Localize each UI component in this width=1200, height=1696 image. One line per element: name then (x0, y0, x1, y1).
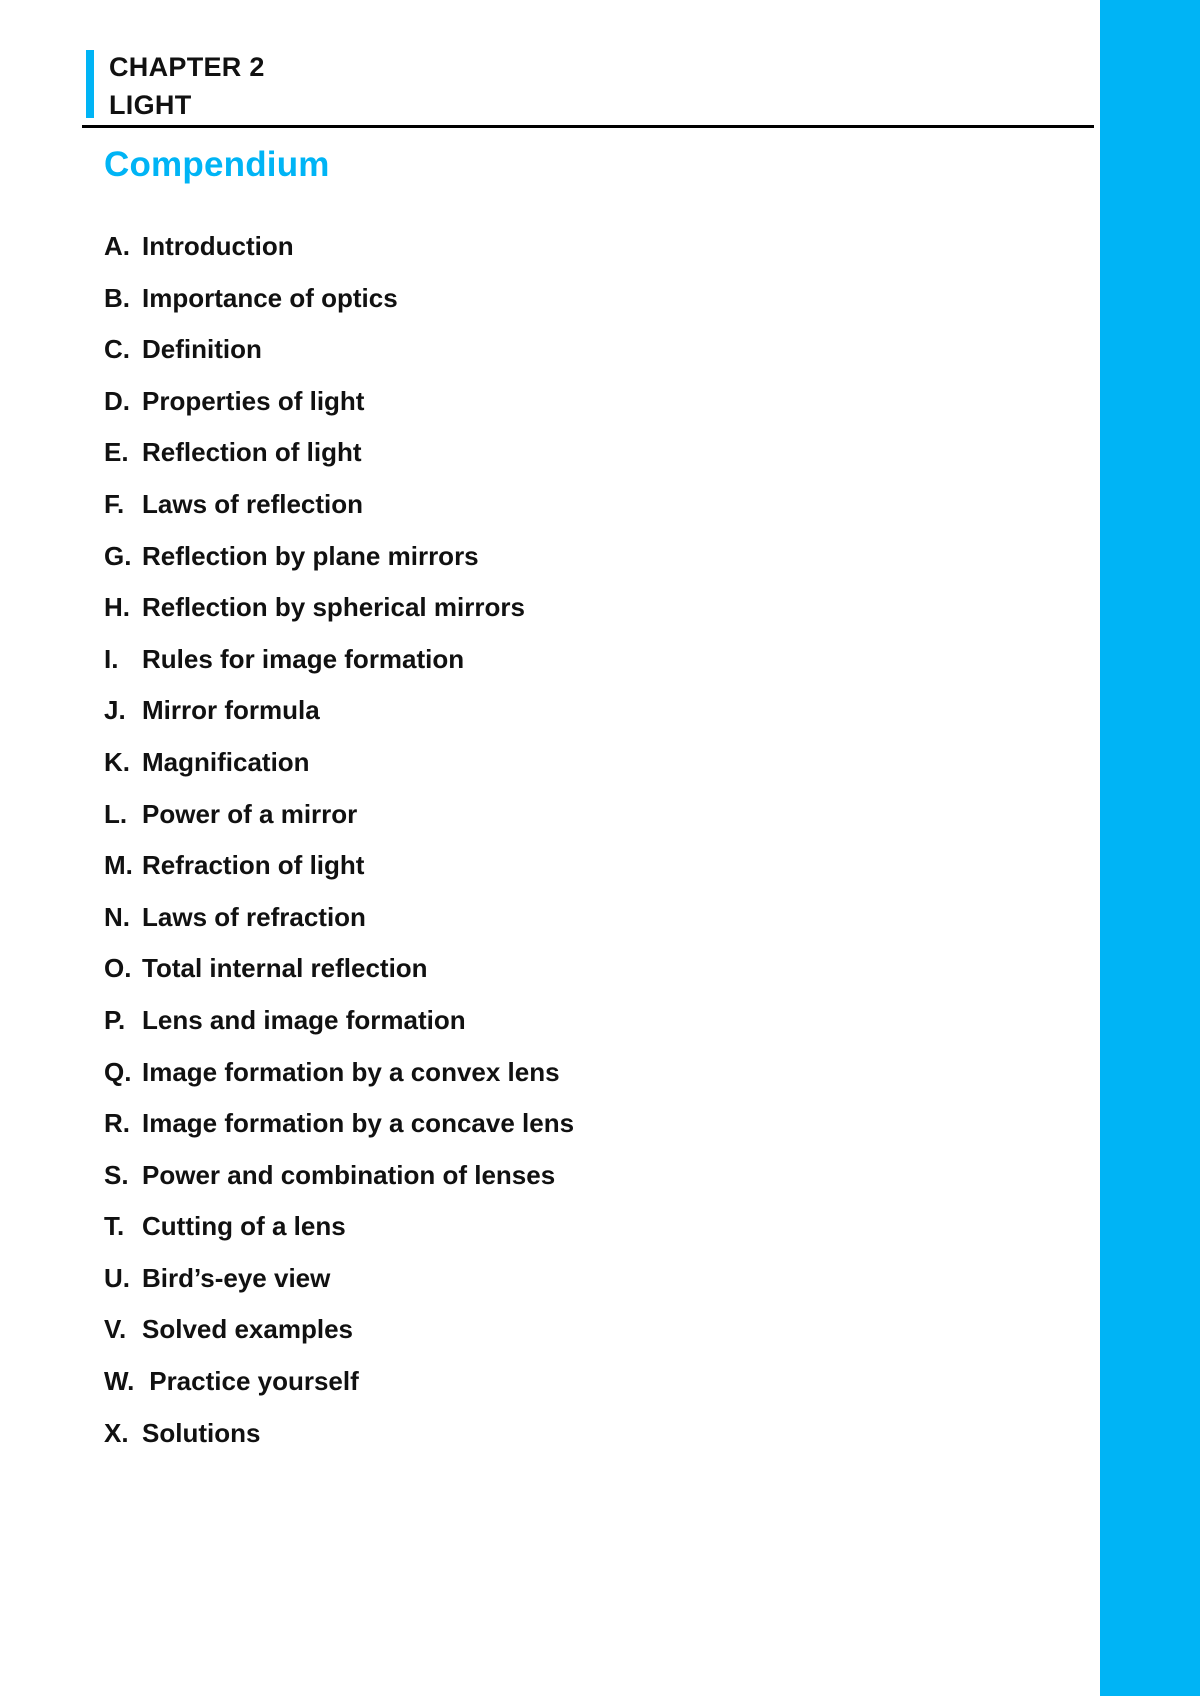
toc-letter: P. (104, 1004, 126, 1035)
chapter-number: CHAPTER 2 (109, 52, 265, 82)
toc-text: Image formation by a concave lens (142, 1108, 575, 1139)
toc-text: Solved examples (142, 1314, 353, 1345)
toc-letter: S. (104, 1159, 129, 1190)
toc-item (104, 1258, 574, 1310)
toc-text: Total internal reflection (142, 953, 428, 984)
toc-letter: B. (104, 282, 130, 313)
section-title: Compendium (104, 145, 330, 184)
toc-letter: M. (104, 850, 133, 881)
toc-item (104, 1155, 574, 1207)
toc-letter: O. (104, 953, 132, 984)
toc-text: Magnification (142, 746, 310, 777)
toc-text: Laws of refraction (142, 901, 366, 932)
toc-text: Reflection by spherical mirrors (142, 592, 525, 623)
toc-text: Power of a mirror (142, 798, 358, 829)
toc-letter: K. (104, 746, 130, 777)
toc-item (104, 1206, 574, 1258)
toc-letter: X. (104, 1417, 129, 1448)
toc-item (104, 897, 574, 949)
toc-item (104, 432, 574, 484)
toc-item (104, 1413, 574, 1465)
toc-text: Importance of optics (142, 282, 398, 313)
chapter-accent-bar (86, 50, 94, 118)
toc-letter: R. (104, 1108, 130, 1139)
toc-text: Rules for image formation (142, 643, 465, 674)
toc-letter: A. (104, 231, 130, 261)
toc-text: Mirror formula (142, 695, 320, 726)
toc-letter: N. (104, 901, 130, 932)
toc-letter: J. (104, 695, 126, 726)
toc-letter: C. (104, 334, 130, 365)
table-of-contents (104, 226, 574, 1464)
right-color-band (1100, 0, 1200, 1696)
toc-item (104, 794, 574, 846)
toc-item (104, 1309, 574, 1361)
toc-text: Laws of reflection (142, 488, 364, 519)
toc-letter: D. (104, 385, 130, 416)
toc-text: Lens and image formation (142, 1004, 466, 1035)
chapter-title (109, 48, 265, 124)
toc-text: Definition (142, 334, 262, 365)
toc-text: Cutting of a lens (142, 1211, 346, 1242)
toc-letter: U. (104, 1262, 130, 1293)
toc-text: Image formation by a convex lens (142, 1056, 560, 1087)
toc-letter: L. (104, 798, 128, 829)
toc-text: Bird’s-eye view (142, 1262, 331, 1293)
header-divider (82, 125, 1094, 128)
toc-letter: T. (104, 1211, 125, 1242)
toc-item (104, 226, 574, 278)
toc-item (104, 742, 574, 794)
toc-letter: V. (104, 1314, 127, 1345)
toc-text: Properties of light (142, 385, 365, 416)
toc-letter: W. (104, 1366, 135, 1397)
toc-item (104, 1000, 574, 1052)
toc-text: Introduction (142, 231, 294, 261)
toc-item (104, 1361, 574, 1413)
toc-letter: E. (104, 437, 129, 468)
toc-text: Practice yourself (142, 1366, 359, 1397)
toc-letter: I. (104, 643, 119, 674)
toc-item (104, 1103, 574, 1155)
toc-item (104, 690, 574, 742)
toc-item (104, 845, 574, 897)
chapter-header (86, 48, 486, 118)
toc-item (104, 1052, 574, 1104)
toc-item (104, 381, 574, 433)
toc-item (104, 639, 574, 691)
toc-text: Refraction of light (142, 850, 365, 881)
toc-letter: H. (104, 592, 130, 623)
toc-text: Power and combination of lenses (142, 1159, 556, 1190)
toc-item (104, 329, 574, 381)
toc-letter: F. (104, 488, 125, 519)
toc-item (104, 536, 574, 588)
toc-item (104, 948, 574, 1000)
toc-text: Reflection of light (142, 437, 362, 468)
toc-item (104, 484, 574, 536)
toc-text: Solutions (142, 1417, 261, 1448)
toc-letter: G. (104, 540, 132, 571)
toc-item (104, 587, 574, 639)
toc-item (104, 278, 574, 330)
chapter-name: LIGHT (109, 90, 192, 120)
toc-text: Reflection by plane mirrors (142, 540, 479, 571)
toc-letter: Q. (104, 1056, 132, 1087)
